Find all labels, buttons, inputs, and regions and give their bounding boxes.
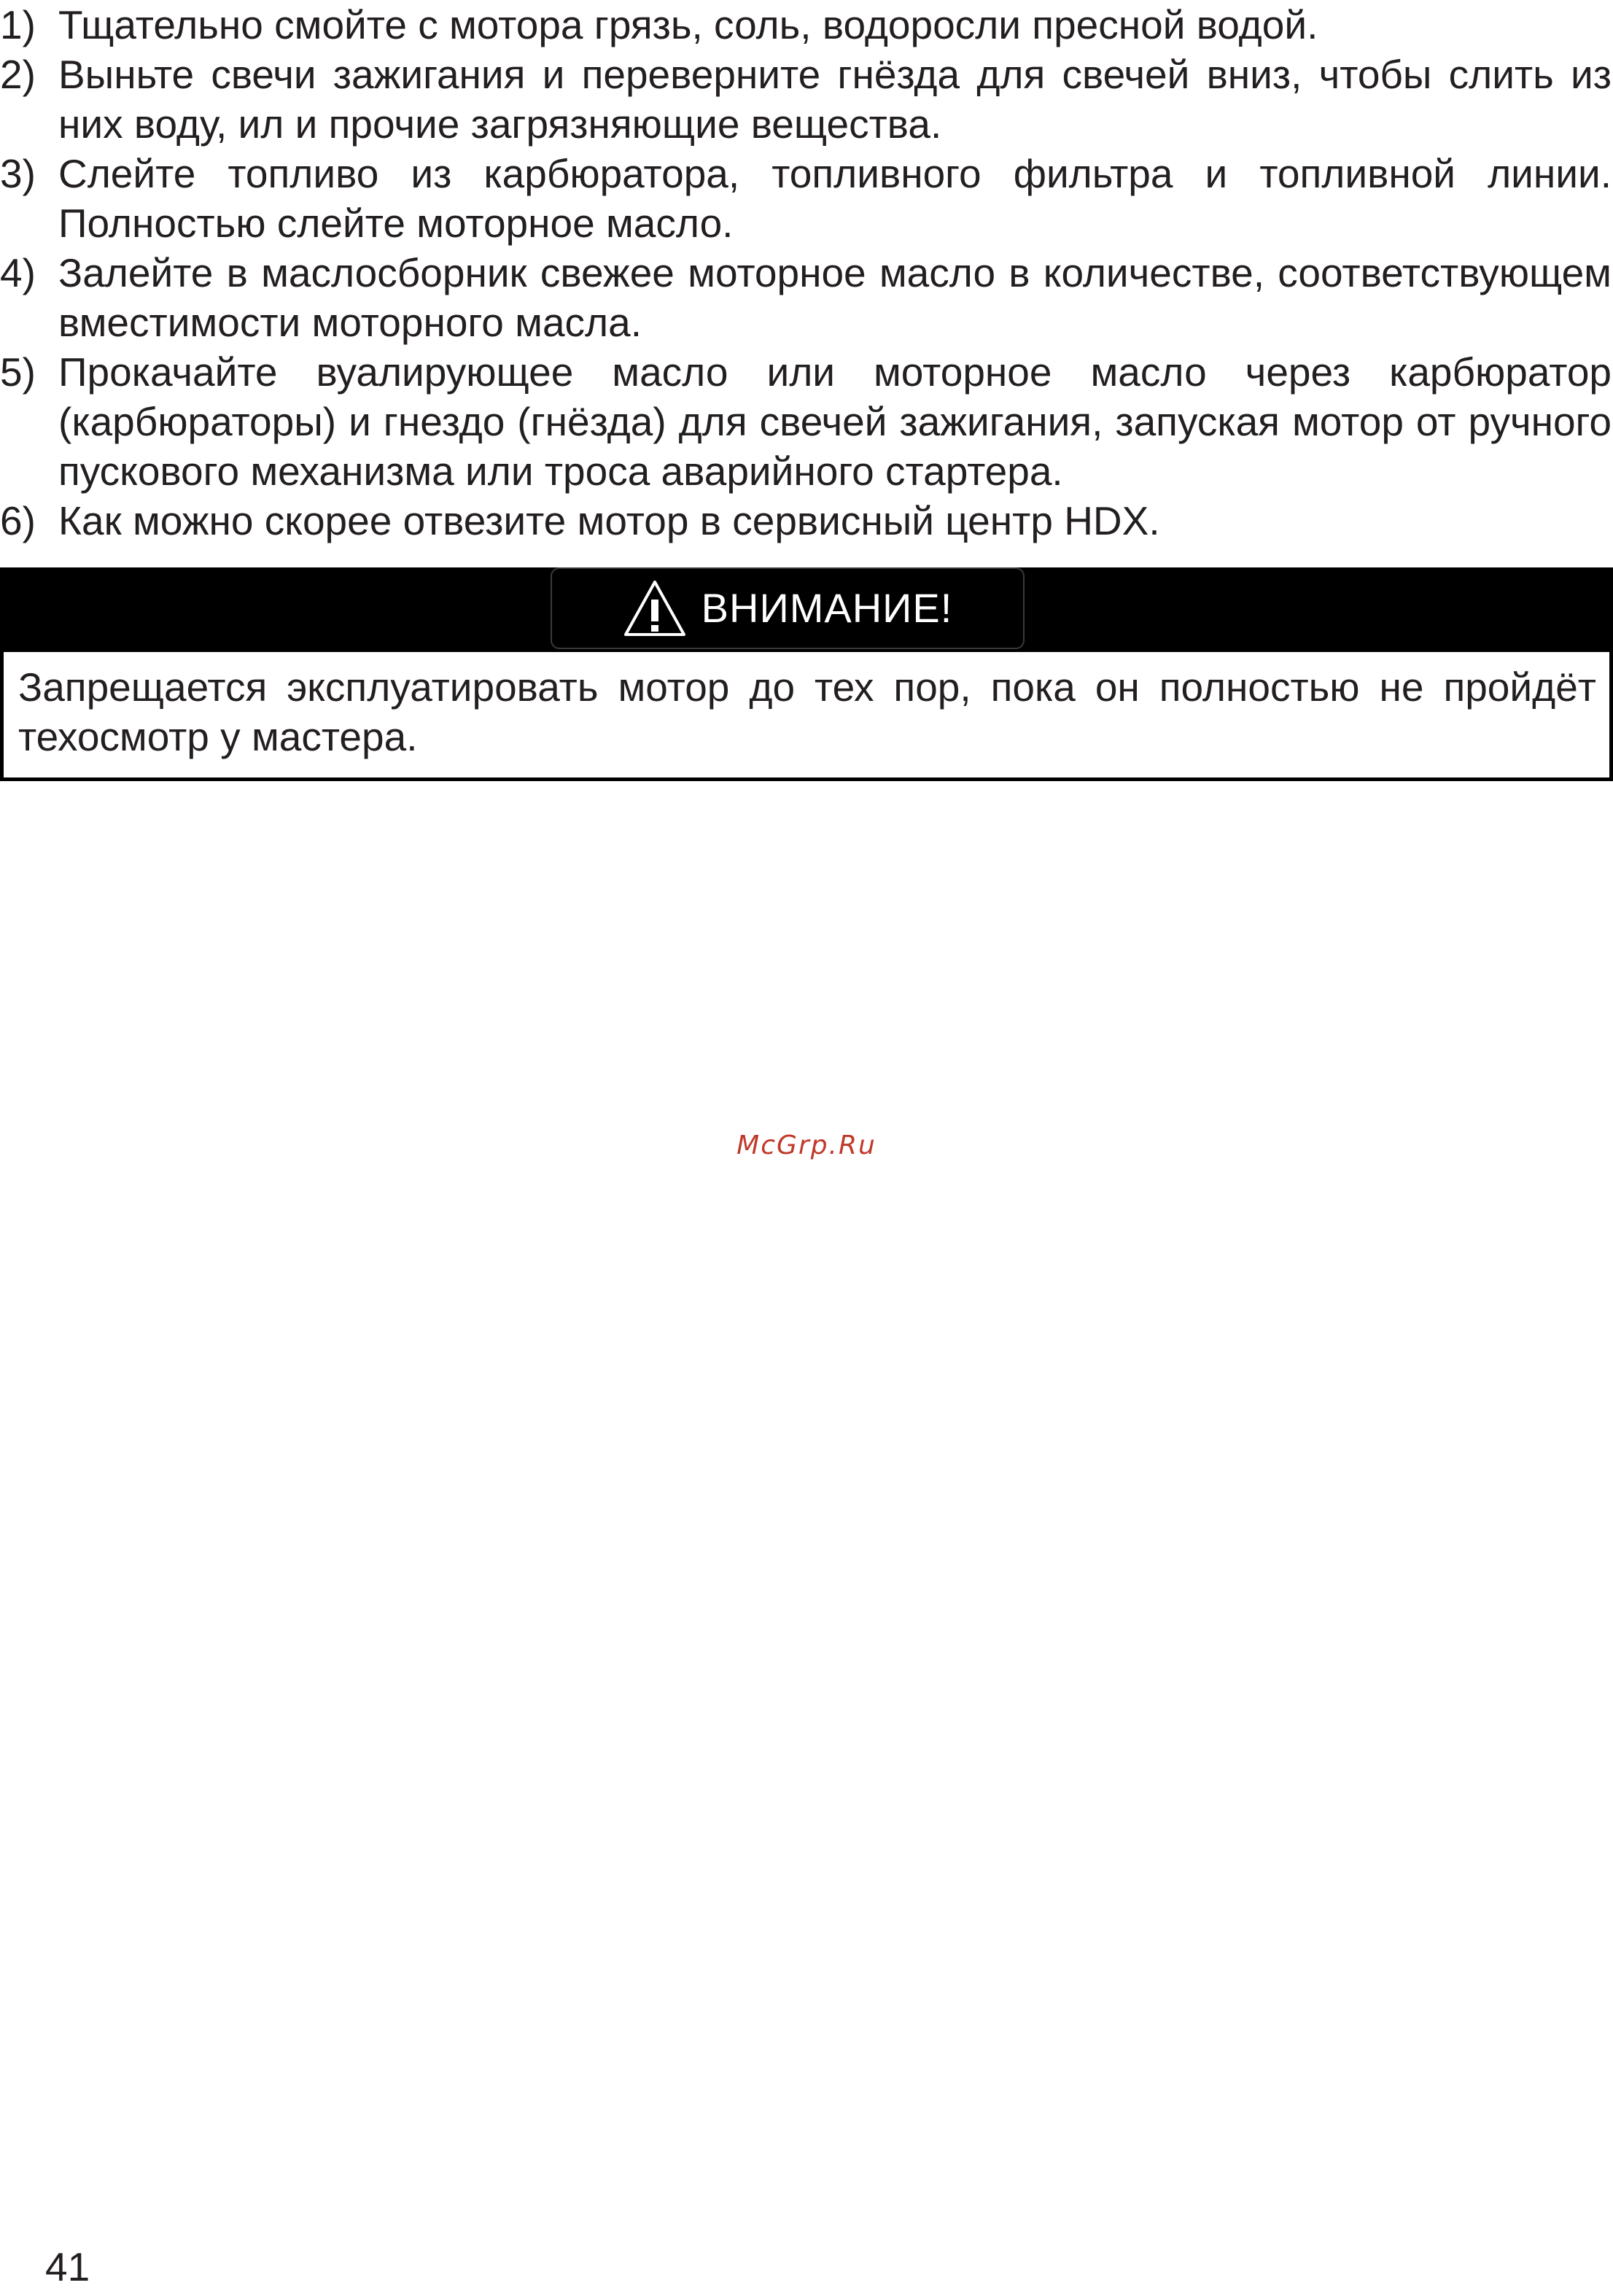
step-text: Тщательно смойте с мотора грязь, соль, водоросли пресной водой.: [58, 2, 1318, 47]
step-number: 4): [0, 250, 36, 295]
watermark: McGrp.Ru: [736, 1130, 877, 1160]
step-number: 3): [0, 151, 36, 196]
warning-tab: [551, 567, 1025, 649]
step-text: Залейте в маслосборник свежее моторное масло в количестве, соответствующем вместимости моторного масла.: [58, 250, 1612, 345]
page-number: 41: [45, 2244, 90, 2289]
step-item: [0, 496, 1613, 546]
step-number: 2): [0, 52, 36, 97]
step-text: Прокачайте вуалирующее масло или моторное масло через карбюратор (карбюраторы) и гнездо (гнёзда) для свечей зажигания, запуская мотор от ручного пускового механизма или троса аварийного стартера.: [58, 349, 1612, 494]
step-text: Как можно скорее отвезите мотор в сервисный центр HDX.: [58, 498, 1160, 543]
step-item: [0, 50, 1613, 149]
step-number: 5): [0, 349, 36, 395]
warning-box: [0, 567, 1613, 781]
steps-list: [0, 0, 1613, 546]
step-text: Выньте свечи зажигания и переверните гнёзда для свечей вниз, чтобы слить из них воду, ил и прочие загрязняющие вещества.: [58, 52, 1612, 147]
warning-triangle-icon: [623, 579, 687, 637]
warning-header: [0, 567, 1613, 652]
step-text: Слейте топливо из карбюратора, топливного фильтра и топливной линии. Полностью слейте моторное масло.: [58, 151, 1612, 246]
warning-text: Запрещается эксплуатировать мотор до тех пор, пока он полностью не пройдёт техосмотр у мастера.: [0, 652, 1613, 781]
step-item: [0, 347, 1613, 496]
step-item: [0, 149, 1613, 248]
warning-title: ВНИМАНИЕ!: [701, 585, 953, 631]
step-item: [0, 248, 1613, 347]
step-item: [0, 0, 1613, 50]
step-number: 6): [0, 498, 36, 543]
step-number: 1): [0, 2, 36, 47]
